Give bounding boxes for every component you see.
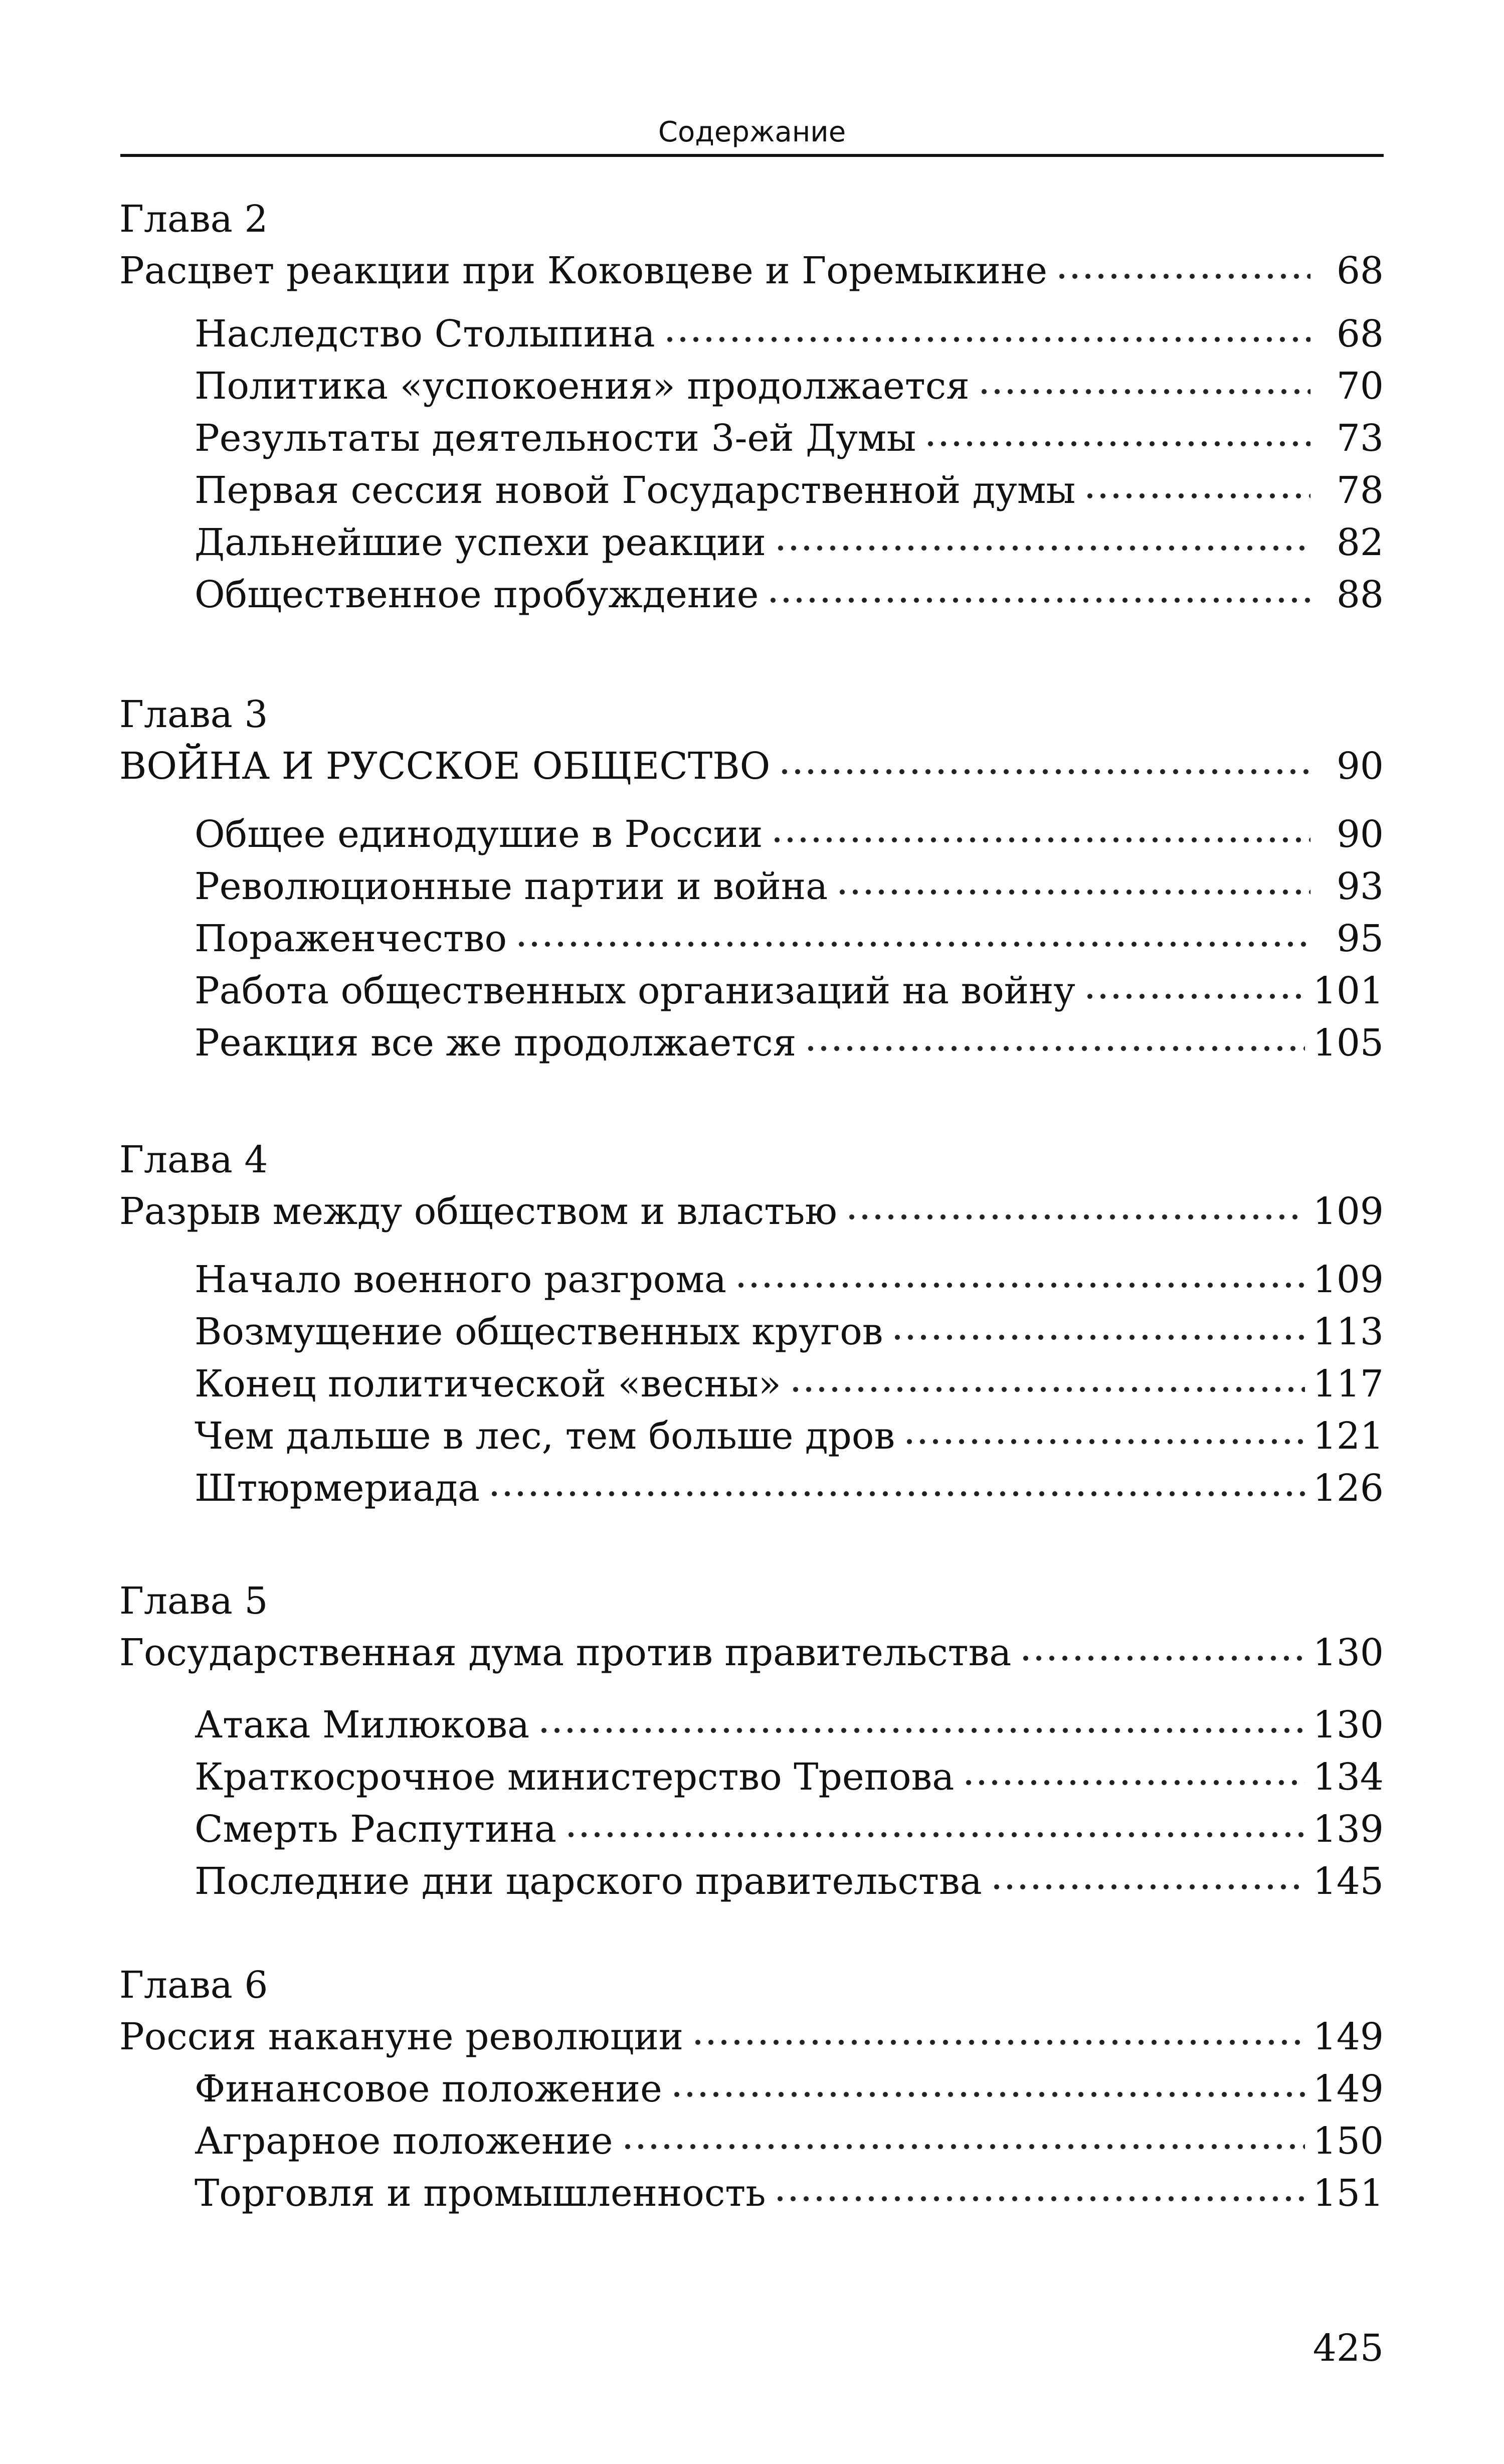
dot-leader	[978, 385, 1310, 399]
dot-leader	[903, 1435, 1305, 1449]
entry-title: Наследство Столыпина	[195, 312, 655, 356]
dot-leader	[924, 437, 1310, 451]
section-entry[interactable]	[195, 1358, 1384, 1410]
dot-leader	[663, 332, 1310, 346]
entry-title: Аграрное положение	[195, 2120, 613, 2163]
entry-title: Работа общественных организаций на войну	[195, 969, 1075, 1012]
entry-page: 101	[1312, 969, 1384, 1012]
section-entry[interactable]	[195, 1855, 1384, 1907]
section-entry[interactable]	[195, 360, 1384, 412]
section-entry[interactable]	[195, 1803, 1384, 1855]
dot-leader	[891, 1330, 1304, 1344]
chapter-label: Глава 5	[119, 1579, 268, 1623]
entry-title: Дальнейшие успехи реакции	[195, 521, 766, 564]
entry-title: Атака Милюкова	[195, 1703, 530, 1746]
chapter-title-entry[interactable]	[119, 1627, 1384, 1679]
chapter-title-entry[interactable]	[119, 2011, 1384, 2063]
entry-title: ВОЙНА И РУССКОЕ ОБЩЕСТВО	[119, 745, 771, 788]
dot-leader	[774, 541, 1310, 555]
chapter-label: Глава 3	[119, 693, 268, 736]
entry-title: Государственная дума против правительства	[119, 1631, 1012, 1674]
entry-page: 88	[1336, 573, 1384, 616]
entry-page: 68	[1336, 249, 1384, 292]
page-number: 425	[1312, 2327, 1384, 2370]
running-head: Содержание	[658, 116, 846, 148]
chapter-label: Глава 4	[119, 1138, 268, 1181]
entry-page: 151	[1312, 2172, 1384, 2215]
section-entry[interactable]	[195, 1699, 1384, 1751]
dot-leader	[774, 2192, 1304, 2206]
dot-leader	[565, 1828, 1305, 1842]
entry-page: 90	[1336, 745, 1384, 788]
entry-title: Чем дальше в лес, тем больше дров	[195, 1415, 895, 1458]
entry-page: 130	[1312, 1631, 1384, 1674]
header-rule	[120, 154, 1384, 157]
entry-page: 139	[1312, 1808, 1384, 1851]
chapter-label: Глава 2	[119, 198, 268, 241]
dot-leader	[1055, 269, 1310, 283]
section-entry[interactable]	[195, 1751, 1384, 1803]
section-entry[interactable]	[195, 569, 1384, 621]
entry-page: 95	[1336, 917, 1384, 960]
section-entry[interactable]	[195, 2167, 1384, 2219]
entry-page: 68	[1336, 312, 1384, 356]
section-entry[interactable]	[195, 1017, 1384, 1069]
entry-title: Общественное пробуждение	[195, 573, 759, 616]
dot-leader	[767, 593, 1310, 607]
dot-leader	[537, 1723, 1305, 1737]
section-entry[interactable]	[195, 965, 1384, 1017]
entry-page: 70	[1336, 365, 1384, 408]
dot-leader	[734, 1278, 1305, 1292]
entry-page: 113	[1312, 1310, 1384, 1353]
dot-leader	[771, 833, 1310, 847]
entry-page: 149	[1312, 2067, 1384, 2110]
entry-page: 150	[1312, 2120, 1384, 2163]
dot-leader	[621, 2140, 1305, 2154]
entry-title: Последние дни царского правительства	[195, 1860, 982, 1903]
chapter-label: Глава 6	[119, 1964, 268, 2007]
entry-title: Политика «успокоения» продолжается	[195, 365, 970, 408]
entry-title: Конец политической «весны»	[195, 1362, 781, 1405]
entry-title: Революционные партии и война	[195, 865, 828, 908]
dot-leader	[691, 2035, 1305, 2049]
entry-page: 121	[1312, 1415, 1384, 1458]
entry-title: Финансовое положение	[195, 2067, 662, 2110]
entry-title: Пораженчество	[195, 917, 507, 960]
entry-title: Разрыв между обществом и властью	[119, 1190, 837, 1233]
entry-title: Штюрмериада	[195, 1467, 480, 1510]
dot-leader	[488, 1487, 1305, 1501]
chapter-title-entry[interactable]	[119, 740, 1384, 792]
dot-leader	[1019, 1651, 1304, 1665]
entry-page: 126	[1312, 1467, 1384, 1510]
dot-leader	[845, 1210, 1305, 1224]
chapter-title-entry[interactable]	[119, 245, 1384, 297]
section-entry[interactable]	[195, 808, 1384, 860]
entry-title: Возмущение общественных кругов	[195, 1310, 883, 1353]
section-entry[interactable]	[195, 860, 1384, 913]
dot-leader	[1083, 989, 1305, 1003]
section-entry[interactable]	[195, 1306, 1384, 1358]
entry-page: 73	[1336, 417, 1384, 460]
section-entry[interactable]	[195, 412, 1384, 464]
section-entry[interactable]	[195, 1410, 1384, 1462]
dot-leader	[804, 1041, 1304, 1055]
section-entry[interactable]	[195, 2115, 1384, 2167]
dot-leader	[990, 1880, 1305, 1894]
section-entry[interactable]	[195, 464, 1384, 516]
entry-page: 90	[1336, 813, 1384, 856]
entry-title: Смерть Распутина	[195, 1808, 557, 1851]
entry-page: 145	[1312, 1860, 1384, 1903]
dot-leader	[778, 765, 1310, 779]
section-entry[interactable]	[195, 913, 1384, 965]
entry-page: 82	[1336, 521, 1384, 564]
entry-page: 109	[1312, 1258, 1384, 1301]
entry-page: 134	[1312, 1755, 1384, 1799]
entry-title: Торговля и промышленность	[195, 2172, 766, 2215]
entry-page: 78	[1336, 469, 1384, 512]
entry-page: 117	[1312, 1362, 1384, 1405]
dot-leader	[1083, 489, 1310, 503]
entry-page: 149	[1312, 2015, 1384, 2058]
chapter-title-entry[interactable]	[119, 1185, 1384, 1238]
entry-title: Первая сессия новой Государственной думы	[195, 469, 1076, 512]
section-entry[interactable]	[195, 308, 1384, 360]
entry-title: Реакция все же продолжается	[195, 1021, 797, 1065]
dot-leader	[515, 937, 1310, 951]
dot-leader	[789, 1382, 1305, 1396]
dot-leader	[962, 1776, 1304, 1790]
section-entry[interactable]	[195, 1254, 1384, 1306]
entry-title: Результаты деятельности 3-ей Думы	[195, 417, 916, 460]
section-entry[interactable]	[195, 2063, 1384, 2115]
entry-title: Начало военного разгрома	[195, 1258, 727, 1301]
entry-title: Общее единодушие в России	[195, 813, 763, 856]
dot-leader	[836, 885, 1310, 899]
entry-page: 93	[1336, 865, 1384, 908]
entry-title: Россия накануне революции	[119, 2015, 684, 2058]
entry-page: 105	[1312, 1021, 1384, 1065]
entry-page: 109	[1312, 1190, 1384, 1233]
section-entry[interactable]	[195, 516, 1384, 569]
section-entry[interactable]	[195, 1462, 1384, 1514]
dot-leader	[670, 2087, 1305, 2101]
entry-title: Расцвет реакции при Коковцеве и Горемыкине	[119, 249, 1048, 292]
entry-title: Краткосрочное министерство Трепова	[195, 1755, 955, 1799]
entry-page: 130	[1312, 1703, 1384, 1746]
